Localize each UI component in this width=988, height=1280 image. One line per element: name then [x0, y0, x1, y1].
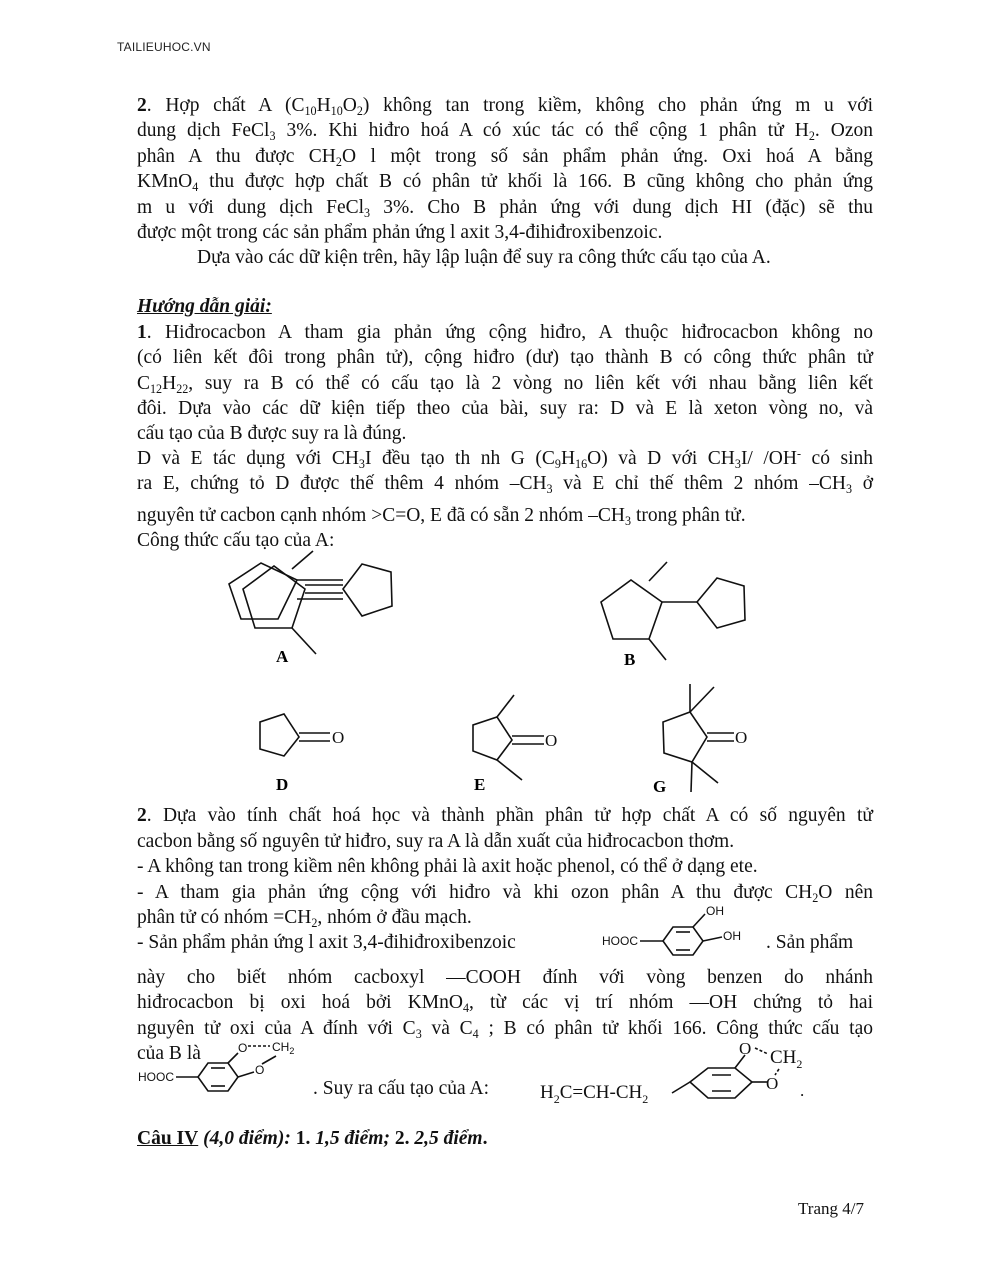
svg-text:H2C=CH-CH2: $H_2C=CH-CH_2$ — [540, 1082, 649, 1106]
svg-text:E: E — [474, 775, 486, 794]
svg-text:O: O — [735, 728, 748, 747]
guide-part-2-line2: cacbon bằng số nguyên tử hiđro, suy ra A là dẫn xuất của hiđrocacbon thơm. — [137, 831, 735, 852]
svg-text:O: O — [766, 1074, 779, 1093]
svg-text:O: O — [545, 731, 558, 750]
svg-text:.: . — [800, 1081, 805, 1100]
page-number: Trang 4/7 — [798, 1199, 864, 1218]
svg-text:O: O — [739, 1039, 752, 1058]
svg-text:O: O — [238, 1041, 248, 1055]
guide-part-1-line5: cấu tạo của B được suy ra là đúng. — [137, 423, 407, 444]
svg-text:CH2: $CH_2$ — [272, 1040, 295, 1056]
svg-text:HOOC: HOOC — [602, 934, 638, 948]
svg-text:O: O — [332, 728, 345, 747]
svg-text:G: G — [653, 777, 667, 796]
site-header: TAILIEUHOC.VN — [117, 40, 211, 54]
question-4-heading: Câu IV (4,0 điểm): 1. 1,5 điểm; 2. 2,5 điểm. — [137, 1128, 488, 1149]
svg-text:B: B — [624, 650, 636, 669]
guide-part-2-line5: phân tử có nhóm $=CH_2$, nhóm ở đầu mạch. — [137, 907, 472, 931]
svg-text:D: D — [276, 775, 289, 794]
guide-part-2: 2. Dựa vào tính chất hoá học và thành phần phân tử hợp chất A có số nguyên tử — [137, 805, 873, 826]
guide-part-1: 1. Hiđrocacbon A tham gia phản ứng cộng hiđro, A thuộc hiđrocacbon không no (có liên kết đôi trong phân tử), cộng hiđro (dư) tạo thành B có công thức phân tử $C_{12}H_{22}$, suy ra B có thể có cấu tạo là 2 vòng no liên kết với nhau bằng liên kết đôi. Dựa vào các dữ kiện tiếp theo của bài, suy ra: D và E là xeton vòng no, và — [137, 322, 873, 420]
svg-text:CH2: $CH_2$ — [770, 1047, 803, 1071]
svg-text:OH: OH — [723, 929, 741, 943]
guide-part-2-line4: - A tham gia phản ứng cộng với hiđro và khi ozon phân A thu được $CH_2O$ nên — [137, 882, 873, 906]
guide-part-1-line8: nguyên tử cacbon cạnh nhóm >C=O, E đã có sẵn 2 nhóm $-CH_3$ trong phân tử. — [137, 505, 746, 529]
svg-text:O: O — [255, 1063, 265, 1077]
question-number: 2 — [137, 95, 147, 116]
svg-text:A: A — [276, 647, 289, 666]
guide-part-1-cont: D và E tác dụng với $CH_3I$ đều tạo th nh G $(C_9H_{16}O)$ và D với $CH_3I/$ /OH- có sinh ra E, chứng tỏ D được thế thêm 4 nhóm $-CH_3$ và E chỉ thế thêm 2 nhóm $-CH_3$ ở — [137, 446, 874, 497]
guide-part-2-line6b: . Sản phẩm — [766, 932, 854, 953]
guide-part-2-line10: của B là — [137, 1043, 201, 1064]
guide-part-2-line11: . Suy ra cấu tạo của A: — [313, 1078, 489, 1099]
guide-title: Hướng dẫn giải: — [137, 296, 272, 317]
guide-part-1-line9: Công thức cấu tạo của A: — [137, 530, 335, 551]
question-2-paragraph: 2. Hợp chất A $(C_{10}H_{10}O_2)$ không tan trong kiềm, không cho phản ứng m u với dung dịch FeCl$_3$ 3%. Khi hiđro hoá A có xúc tác có thể cộng 1 phân tử $H_2$. Ozon phân A thu được $CH_2O$ l một trong số sản phẩm phản ứng. Oxi hoá A bằng KMnO$_4$ thu được hợp chất B có phân tử khối là 166. B cũng không cho phản ứng m u với dung dịch FeCl$_3$ 3%. Cho B phản ứng với dung dịch HI (đặc) sẽ thu — [137, 95, 874, 220]
question-2-instruction: Dựa vào các dữ kiện trên, hãy lập luận để suy ra công thức cấu tạo của A. — [197, 247, 771, 268]
svg-text:HOOC: HOOC — [138, 1070, 174, 1084]
guide-part-2-lines7-9: này cho biết nhóm cacboxyl —COOH đính với vòng benzen do nhánh hiđrocacbon bị oxi hoá bởi KMnO$_4$, từ các vị trí nhóm —OH chứng tỏ hai nguyên tử oxi của A đính với $C_3$ và $C_4$ ; B có phân tử khối 166. Công thức cấu tạo — [137, 967, 873, 1042]
question-2-last-line: được một trong các sản phẩm phản ứng l axit 3,4-đihiđroxibenzoic. — [137, 222, 663, 243]
guide-part-2-line3: - A không tan trong kiềm nên không phải là axit hoặc phenol, có thể ở dạng ete. — [137, 856, 758, 877]
guide-part-2-line6: - Sản phẩm phản ứng l axit 3,4-đihiđroxibenzoic — [137, 932, 516, 953]
svg-text:OH: OH — [706, 904, 724, 918]
